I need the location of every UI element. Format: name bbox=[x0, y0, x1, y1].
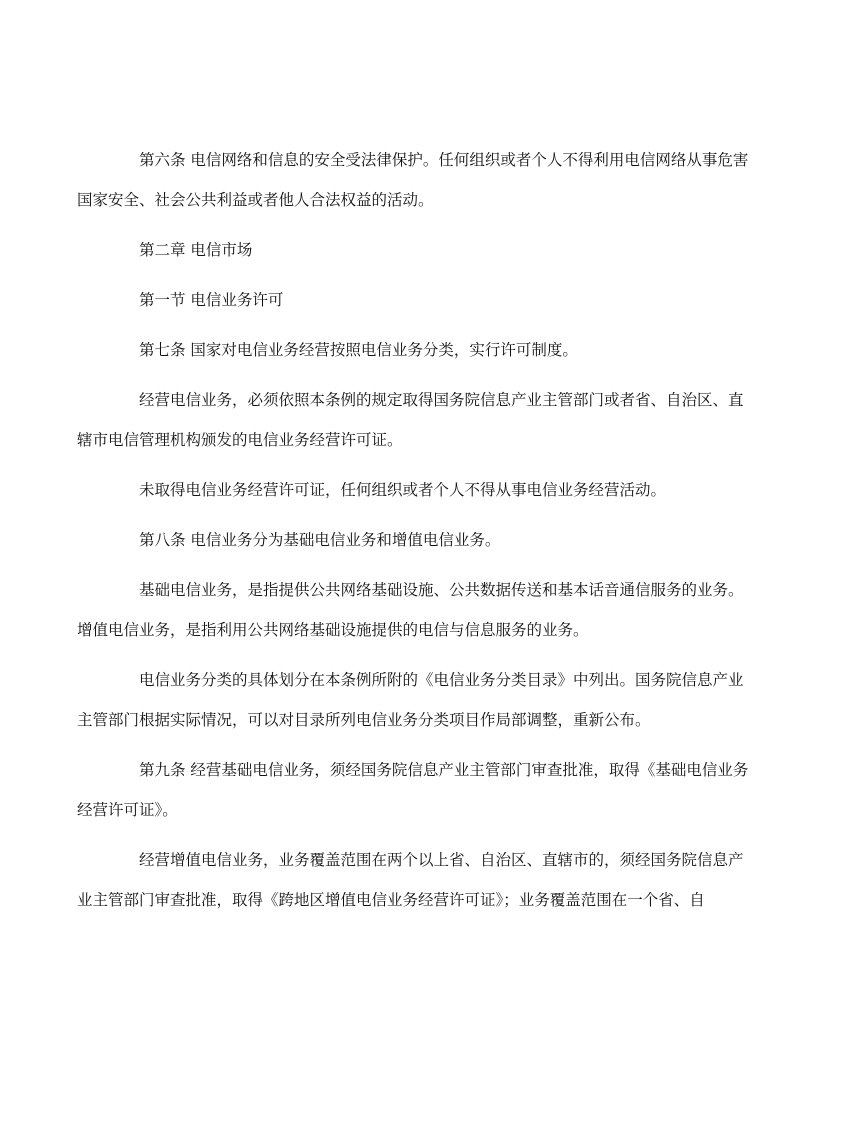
text-line: 第七条 国家对电信业务经营按照电信业务分类，实行许可制度。 bbox=[139, 341, 578, 359]
section-heading bbox=[108, 280, 758, 320]
text-line: 第八条 电信业务分为基础电信业务和增值电信业务。 bbox=[139, 531, 501, 549]
text-line: 第二章 电信市场 bbox=[139, 241, 253, 259]
paragraph-article-9 bbox=[77, 750, 758, 830]
paragraph bbox=[77, 840, 758, 920]
text-line: 经营增值电信业务，业务覆盖范围在两个以上省、自治区、直辖市的，须经国务院信息产 bbox=[139, 851, 744, 869]
text-line: 业主管部门审查批准，取得《跨地区增值电信业务经营许可证》；业务覆盖范围在一个省、自 bbox=[77, 891, 705, 909]
chapter-heading bbox=[108, 230, 758, 270]
text-line: 第六条 电信网络和信息的安全受法律保护。任何组织或者个人不得利用电信网络从事危害 bbox=[139, 151, 749, 169]
document-page bbox=[77, 140, 758, 930]
paragraph-article-8 bbox=[108, 520, 758, 560]
text-line: 第一节 电信业务许可 bbox=[139, 291, 284, 309]
text-line: 电信业务分类的具体划分在本条例所附的《电信业务分类目录》中列出。国务院信息产业 bbox=[139, 671, 744, 689]
text-line: 经营许可证》。 bbox=[77, 801, 178, 819]
text-line: 经营电信业务，必须依照本条例的规定取得国务院信息产业主管部门或者省、自治区、直 bbox=[139, 391, 744, 409]
text-line: 国家安全、社会公共利益或者他人合法权益的活动。 bbox=[77, 191, 434, 209]
text-line: 主管部门根据实际情况，可以对目录所列电信业务分类项目作局部调整，重新公布。 bbox=[77, 711, 651, 729]
paragraph bbox=[77, 570, 758, 650]
text-line: 基础电信业务，是指提供公共网络基础设施、公共数据传送和基本话音通信服务的业务。 bbox=[139, 581, 744, 599]
text-line: 增值电信业务，是指利用公共网络基础设施提供的电信与信息服务的业务。 bbox=[77, 621, 589, 639]
paragraph-article-7 bbox=[108, 330, 758, 370]
paragraph-article-6 bbox=[77, 140, 758, 220]
paragraph bbox=[77, 660, 758, 740]
text-line: 未取得电信业务经营许可证，任何组织或者个人不得从事电信业务经营活动。 bbox=[139, 481, 667, 499]
text-line: 辖市电信管理机构颁发的电信业务经营许可证。 bbox=[77, 431, 403, 449]
text-line: 第九条 经营基础电信业务，须经国务院信息产业主管部门审查批准，取得《基础电信业务 bbox=[139, 761, 749, 779]
paragraph bbox=[108, 470, 758, 510]
paragraph bbox=[77, 380, 758, 460]
